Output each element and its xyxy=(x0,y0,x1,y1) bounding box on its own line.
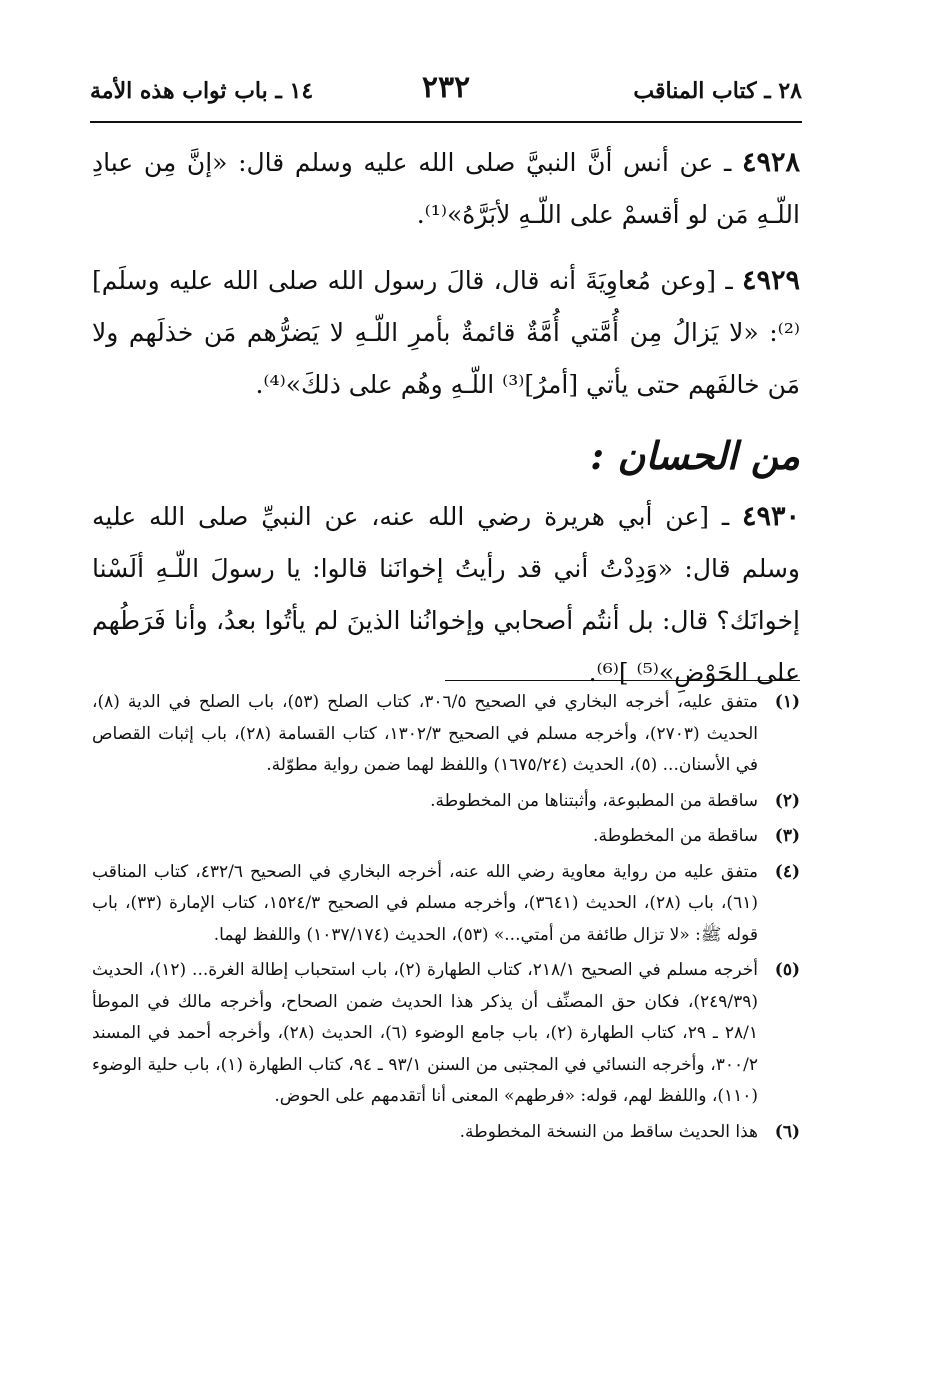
running-header xyxy=(90,70,802,110)
footnote-number: (١) xyxy=(774,692,800,712)
footnotes xyxy=(92,687,800,1152)
hadith-text: ـ [عن أبي هريرة رضي الله عنه، عن النبيِّ صلى الله عليه وسلم قال: «وَدِدْتُ أني قد رأيتُ إخوانَنا قالوا: يا رسولَ اللّـهِ ألَسْنا إخوانَك؟ قال: بل أنتُم أصحابي وإخوانُنا الذينَ لم يأتُوا بعدُ، وأنا فَرَطُهم على الحَوْضِ»⁽⁵⁾ ]⁽⁶⁾. xyxy=(92,502,800,687)
footnote-4 xyxy=(92,857,800,952)
hadith-4930 xyxy=(92,491,800,699)
footnote-text: هذا الحديث ساقط من النسخة المخطوطة. xyxy=(459,1121,758,1142)
footnote-number: (٤) xyxy=(774,861,800,882)
footnote-number: (٢) xyxy=(774,790,800,811)
footnote-6 xyxy=(92,1117,800,1149)
footnote-text: أخرجه مسلم في الصحيح ٢١٨/١، كتاب الطهارة (٢)، باب استحباب إطالة الغرة... (١٢)، الحديث (٢٤٩/٣٩)، فكان حق المصنِّف أن يذكر هذا الحديث ضمن الصحاح، وأخرجه مالك في الموطأ ٢٨/١ ـ ٢٩، كتاب الطهارة (٢)، باب جامع الوضوء (٦)، الحديث (٢٨)، وأخرجه أحمد في المسند ٣٠٠/٢، وأخرجه النسائي في المجتبى من السنن ٩٣/١ ـ ٩٤، كتاب الطهارة (١)، باب حلية الوضوء (١١٠)، واللفظ لهم، قوله: «فرطهم» المعنى أنا أتقدمهم على الحوض. xyxy=(92,960,759,1106)
footnote-number: (٣) xyxy=(774,826,800,846)
footnote-5 xyxy=(92,955,800,1113)
footnote-divider xyxy=(445,680,800,681)
footnote-2 xyxy=(92,786,800,818)
footnote-text: متفق عليه من رواية معاوية رضي الله عنه، أخرجه البخاري في الصحيح ٤٣٢/٦، كتاب المناقب (٦١)، باب (٢٨)، الحديث (٣٦٤١)، وأخرجه مسلم في الصحيح ١٥٢٤/٣، كتاب الإمارة (٣٣)، باب قوله ﷺ: «لا تزال طائفة من أمتي...» (٥٣)، الحديث (١٠٣٧/١٧٤) واللفظ لهما. xyxy=(92,861,758,945)
footnote-text: متفق عليه، أخرجه البخاري في الصحيح ٣٠٦/٥، كتاب الصلح (٥٣)، باب الصلح في الدية (٨)، الحديث (٢٧٠٣)، وأخرجه مسلم في الصحيح ١٣٠٢/٣، كتاب القسامة (٢٨)، باب إثبات القصاص في الأسنان... (٥)، الحديث (١٦٧٥/٢٤) واللفظ لهما ضمن رواية مطوّلة. xyxy=(92,692,758,775)
page-number: ٢٣٢ xyxy=(421,70,471,105)
footnote-1 xyxy=(92,687,800,782)
hadith-number: ٤٩٣٠ xyxy=(741,501,800,532)
footnote-text: ساقطة من المخطوطة. xyxy=(593,826,758,846)
hadith-text: ـ [وعن مُعاوِيَةَ أنه قال، قالَ رسول الله صلى الله عليه وسلَم]⁽²⁾: «لا يَزالُ مِن أُمَّتي أُمَّةٌ قائمةٌ بأمرِ اللّـهِ لا يَضرُّهم مَن خذلَهم ولا مَن خالفَهم حتى يأتي [أمرُ]⁽³⁾ اللّـهِ وهُم على ذلكَ»⁽⁴⁾. xyxy=(92,266,800,399)
footnote-text: ساقطة من المطبوعة، وأثبتناها من المخطوطة. xyxy=(430,790,758,811)
section-heading: من الحسان : xyxy=(590,433,800,478)
hadith-number: ٤٩٢٩ xyxy=(741,265,800,296)
hadith-text: ـ عن أنس أنَّ النبيَّ صلى الله عليه وسلم قال: «إنَّ مِن عبادِ اللّـهِ مَن لو أقسمْ على اللّـهِ لأبَرَّهُ»⁽¹⁾. xyxy=(92,148,800,229)
hadith-4928 xyxy=(92,137,800,241)
footnote-number: (٥) xyxy=(774,960,800,980)
footnote-3 xyxy=(92,821,800,853)
footnote-number: (٦) xyxy=(774,1121,800,1142)
hadith-4929 xyxy=(92,255,800,411)
header-divider xyxy=(90,121,802,123)
hadith-number: ٤٩٢٨ xyxy=(741,147,800,178)
main-text xyxy=(92,137,800,713)
chapter-title: ٢٨ ـ كتاب المناقب xyxy=(633,78,802,104)
section-title: ١٤ ـ باب ثواب هذه الأمة xyxy=(90,78,314,104)
